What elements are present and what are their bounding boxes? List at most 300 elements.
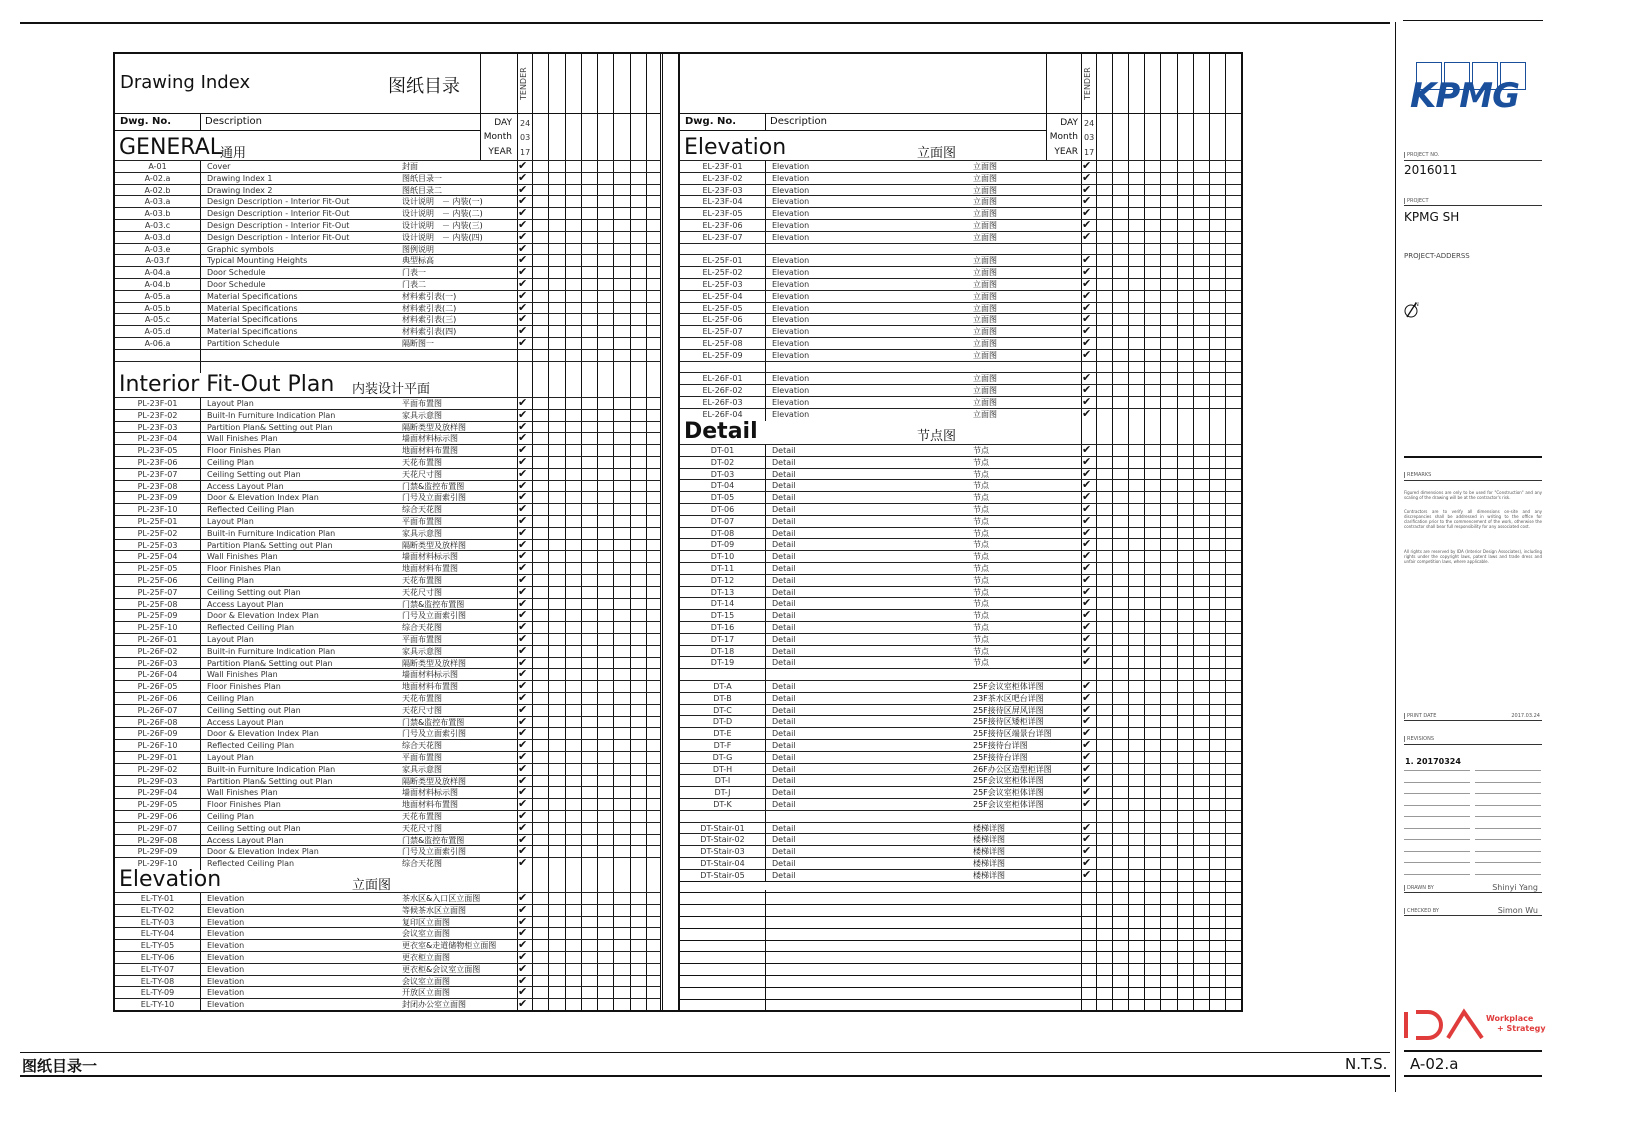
dwg-number: EL-23F-05 [702,209,743,219]
description: Access Layout Plan [207,835,284,845]
description: Elevation [772,339,810,348]
description: Material Specifications [207,291,298,301]
check-mark-icon: ✔ [1082,502,1092,515]
revision-line [1475,828,1541,829]
check-mark-icon: ✔ [518,691,528,704]
description: Detail [772,599,796,609]
index-row [115,550,660,562]
description: Layout Plan [207,635,254,644]
check-mark-icon: ✔ [1082,466,1092,480]
dwg-number: DT-01 [710,446,735,455]
dwg-number: PL-26F-06 [137,694,178,703]
description: Elevation [772,374,810,384]
index-row [115,786,660,798]
sheet-footer-title: 图纸目录一 [22,1057,98,1075]
check-mark-icon: ✔ [1082,785,1092,799]
dwg-number: DT-J [714,788,731,798]
description-cn: 平面布置图 [402,635,442,644]
dwg-number: PL-25F-01 [137,517,178,526]
section-title: Interior Fit-Out Plan [119,372,335,397]
check-mark-icon: ✔ [518,914,528,928]
index-row [115,219,660,231]
index-row [115,207,660,219]
index-row [115,892,660,904]
check-mark-icon: ✔ [518,844,528,858]
check-mark-icon: ✔ [518,312,528,326]
description-cn: 图纸目录二 [402,185,442,195]
check-mark-icon: ✔ [1082,596,1092,610]
dwg-number: PL-23F-03 [137,422,178,432]
north-arrow-icon [1404,300,1420,316]
check-mark-icon: ✔ [1082,454,1092,468]
index-row [680,444,1241,456]
dwg-number: DT-Stair-02 [700,835,745,845]
description-cn: 封闭办公室立面图 [402,1000,466,1010]
check-mark-icon: ✔ [518,596,528,610]
description: Detail [772,729,796,739]
description-cn: 地面材料布置图 [402,800,458,810]
check-mark-icon: ✔ [518,797,528,811]
dwg-number: A-03.d [144,232,171,242]
check-mark-icon: ✔ [1082,383,1092,397]
check-mark-icon: ✔ [518,277,528,290]
dwg-number: A-05.c [144,315,171,325]
description: Detail [772,859,796,868]
description: Design Description - Interior Fit-Out [207,232,350,242]
description-cn: 隔断类型及放样图 [402,776,466,786]
check-mark-icon: ✔ [518,832,528,846]
description-cn: 门禁&监控布置图 [402,481,465,491]
dwg-number: EL-TY-08 [140,976,175,986]
description-cn: 天花尺寸图 [402,469,442,479]
section-title: Elevation [684,135,787,160]
index-title: Drawing Index [120,72,251,93]
description: Elevation [207,905,245,915]
dwg-number: PL-26F-01 [137,635,178,644]
index-row [680,491,1241,503]
description-cn: 立面图 [973,291,997,301]
description-cn: 立面图 [973,374,997,384]
dwg-number: DT-05 [710,493,735,503]
tb-line [1404,744,1542,745]
description: Reflected Ceiling Plan [207,623,295,633]
dwg-number: PL-26F-08 [137,717,178,727]
dwg-number: PL-23F-06 [137,458,178,467]
description-cn: 立面图 [973,256,997,266]
description-cn: 材料索引表(四) [402,327,457,337]
index-row [115,254,660,266]
description-cn: 25F接待区端景台详图 [973,729,1052,739]
tb-top-line [1403,20,1543,21]
dwg-number: EL-TY-06 [140,953,175,962]
description: Reflected Ceiling Plan [207,859,295,869]
check-mark-icon: ✔ [1082,761,1092,775]
description: Elevation [772,315,810,325]
revision-line [1404,782,1470,783]
index-row [680,574,1241,586]
check-mark-icon: ✔ [518,950,528,963]
check-mark-icon: ✔ [518,407,528,421]
description: Built-in Furniture Indication Plan [207,764,336,774]
check-mark-icon: ✔ [518,891,528,904]
description-cn: 家具示意图 [402,410,442,420]
dwg-number: PL-25F-05 [137,564,178,574]
check-mark-icon: ✔ [1082,229,1092,243]
description: Partition Plan& Setting out Plan [207,776,333,786]
description: Elevation [207,894,245,903]
check-mark-icon: ✔ [1082,738,1092,751]
check-mark-icon: ✔ [518,443,528,457]
index-row [115,160,660,172]
description-cn: 立面图 [973,232,997,242]
index-row [115,609,660,621]
row-divider [765,409,766,421]
description: Detail [772,481,796,491]
description-cn: 隔断类型及放样图 [402,658,466,668]
check-mark-icon: ✔ [518,702,528,716]
tb-line [1404,1075,1542,1077]
description-cn: 天花尺寸图 [402,705,442,715]
description: Elevation [772,386,810,396]
firm-tagline-1: Workplace [1486,1014,1534,1023]
title-block-divider [1395,22,1396,1092]
description-cn: 平面布置图 [402,753,442,762]
dwg-number: DT-02 [710,457,735,467]
index-row [115,574,660,586]
index-row [680,266,1241,278]
index-row [115,680,660,692]
dwg-number: EL-25F-06 [702,315,743,325]
col-header-divider [200,113,201,130]
description: Detail [772,741,796,750]
check-mark-icon: ✔ [1082,584,1092,598]
index-row [680,869,1241,881]
dwg-number: DT-19 [710,658,735,668]
check-mark-icon: ✔ [1082,525,1092,539]
dwg-number: EL-23F-04 [702,197,743,207]
sheet-bottom-border [20,1075,1390,1077]
description-cn: 复印区立面图 [402,917,450,927]
description-cn: 隔断类型及放样图 [402,540,466,550]
check-mark-icon: ✔ [518,182,528,196]
check-mark-icon: ✔ [518,300,528,314]
dwg-number: EL-TY-01 [140,894,175,903]
check-mark-icon: ✔ [518,396,528,409]
month-label: Month [483,132,512,142]
check-mark-icon: ✔ [518,455,528,468]
index-row [115,822,660,834]
description-cn: 节点 [973,552,989,562]
index-row [115,480,660,492]
tender-year: 17 [1084,148,1095,157]
check-mark-icon: ✔ [518,961,528,975]
description: Detail [772,575,796,585]
index-row [680,680,1241,692]
index-row [680,586,1241,598]
section-title: Detail [684,419,758,444]
description: Detail [772,717,796,727]
check-mark-icon: ✔ [518,714,528,728]
description: Elevation [772,398,810,407]
description: Elevation [772,409,810,419]
check-mark-icon: ✔ [1082,797,1092,810]
tb-line [1404,915,1542,916]
description: Ceiling Plan [207,812,254,821]
check-mark-icon: ✔ [1082,537,1092,551]
description: Door Schedule [207,268,266,278]
col-header-dwg-no: Dwg. No. [120,116,172,127]
index-row [115,751,660,763]
col-header-dwg-no: Dwg. No. [685,116,737,127]
description-cn: 地面材料布置图 [402,682,458,692]
dwg-number: DT-Stair-05 [700,870,745,880]
dwg-number: A-04.b [144,280,171,289]
index-row [115,975,660,987]
index-row [680,396,1241,408]
section-title-cn: 内装设计平面 [352,382,431,397]
description: Built-in Furniture Indication Plan [207,528,336,538]
description-cn: 立面图 [973,315,997,325]
index-row [680,313,1241,325]
check-mark-icon: ✔ [518,253,528,267]
description: Detail [772,800,796,809]
description: Floor Finishes Plan [207,446,281,456]
tb-line [1404,480,1542,481]
dwg-number: A-02.b [144,185,171,195]
empty-row-divider [765,890,766,1010]
dwg-number: EL-25F-05 [702,303,743,313]
firm-tagline-2: + Strategy [1497,1024,1546,1033]
index-row [680,503,1241,515]
description-cn: 立面图 [973,209,997,219]
dwg-number: DT-06 [710,505,735,514]
dwg-number: EL-TY-03 [140,917,175,927]
description-cn: 综合天花图 [402,623,442,633]
revisions-label: REVISIONS [1404,736,1434,742]
description-cn: 封面 [402,162,418,171]
description: Elevation [772,303,810,313]
description: Door Schedule [207,280,266,289]
description: Elevation [772,162,810,171]
dwg-number: PL-26F-10 [137,741,178,751]
description: Partition Plan& Setting out Plan [207,658,333,668]
description: Elevation [207,988,245,998]
index-row [680,538,1241,550]
revision-line [1475,770,1541,771]
index-row [115,939,660,951]
index-row [680,633,1241,645]
description-cn: 立面图 [973,173,997,183]
col-header-divider [765,113,766,130]
dwg-number: EL-TY-02 [140,905,175,915]
index-title-cn: 图纸目录 [388,76,460,97]
dwg-number: EL-TY-09 [140,988,175,998]
tb-line [1404,892,1542,893]
dwg-number: DT-Stair-01 [700,823,745,833]
description-cn: 家具示意图 [402,646,442,656]
description: Floor Finishes Plan [207,800,281,810]
description: Partition Plan& Setting out Plan [207,422,333,432]
description-cn: 墙面材料标示图 [402,670,458,680]
description-cn: 立面图 [973,339,997,348]
check-mark-icon: ✔ [518,573,528,586]
index-row [115,810,660,822]
description: Detail [772,528,796,538]
check-mark-icon: ✔ [518,926,528,940]
tender-label: TENDER [519,67,528,100]
index-row [115,692,660,704]
index-row [680,278,1241,290]
description: Door & Elevation Index Plan [207,729,319,739]
dwg-number: EL-23F-01 [702,162,743,171]
drawn-by: Shinyi Yang [1492,883,1538,892]
dwg-number: PL-23F-01 [137,399,178,408]
description-cn: 节点 [973,587,989,597]
index-row [115,986,660,998]
index-row [115,527,660,539]
description: Elevation [772,280,810,289]
revision-line [1475,805,1541,806]
check-mark-icon: ✔ [1082,856,1092,869]
description: Graphic symbols [207,244,274,254]
check-mark-icon: ✔ [518,667,528,681]
index-row [680,479,1241,491]
description: Design Description - Interior Fit-Out [207,197,350,207]
description-cn: 楼梯详图 [973,823,1005,833]
description: Elevation [772,185,810,195]
index-row [115,916,660,928]
description: Detail [772,682,796,691]
check-mark-icon: ✔ [1082,714,1092,728]
check-mark-icon: ✔ [1082,702,1092,716]
revision-line [1475,816,1541,817]
print-date: 2017.03.24 [1511,713,1540,719]
dwg-number: DT-Stair-03 [700,847,745,857]
check-mark-icon: ✔ [1082,406,1092,420]
dwg-number: EL-25F-04 [702,291,743,301]
index-row [680,195,1241,207]
check-mark-icon: ✔ [518,997,528,1011]
check-mark-icon: ✔ [518,985,528,999]
description-cn: 楼梯详图 [973,847,1005,857]
dwg-number: DT-15 [710,611,735,621]
index-row [115,586,660,598]
panel-divider [660,52,661,1010]
description: Reflected Ceiling Plan [207,741,295,751]
description-cn: 立面图 [973,327,997,337]
check-mark-icon: ✔ [518,655,528,669]
dwg-number: PL-29F-03 [137,776,178,786]
description-cn: 门禁&监控布置图 [402,835,465,845]
description-cn: 25F接待区屏风详图 [973,705,1044,715]
description-cn: 立面图 [973,409,997,419]
header-divider [115,113,480,114]
description: Detail [772,540,796,550]
check-mark-icon: ✔ [1082,690,1092,704]
description: Elevation [772,327,810,337]
index-row [115,491,660,503]
revision-line [1404,816,1470,817]
revision-line [1475,782,1541,783]
tender-day: 24 [1084,119,1095,128]
col-header-description: Description [205,116,262,127]
description: Ceiling Setting out Plan [207,705,301,715]
description-cn: 设计说明 － 内装(一) [402,197,483,207]
check-mark-icon: ✔ [1082,324,1092,338]
index-row [680,621,1241,633]
check-mark-icon: ✔ [518,549,528,563]
section-title-cn: 立面图 [352,878,392,893]
check-mark-icon: ✔ [518,761,528,775]
description: Detail [772,505,796,514]
index-row [680,160,1241,172]
dwg-number: EL-TY-05 [140,941,175,951]
check-mark-icon: ✔ [518,218,528,231]
description: Ceiling Setting out Plan [207,823,301,833]
description: Elevation [207,976,245,986]
check-mark-icon: ✔ [1082,679,1092,692]
dwg-number: PL-29F-05 [137,800,178,810]
description-cn: 材料索引表(二) [402,303,457,313]
check-mark-icon: ✔ [1082,182,1092,196]
revision-col-line [1241,52,1242,1010]
description-cn: 节点 [973,646,989,656]
dwg-number: A-01 [148,162,167,171]
description: Elevation [772,350,810,360]
dwg-number: PL-23F-02 [137,410,178,420]
index-row [680,845,1241,857]
check-mark-icon: ✔ [518,584,528,598]
description-cn: 平面布置图 [402,399,442,408]
dwg-number: PL-29F-02 [137,764,178,774]
description: Reflected Ceiling Plan [207,505,295,515]
description-cn: 立面图 [973,398,997,407]
description-cn: 门号及立面索引图 [402,611,466,621]
check-mark-icon: ✔ [1082,773,1092,787]
dwg-number: PL-23F-07 [137,469,178,479]
description-cn: 隔断类型及放样图 [402,422,466,432]
dwg-number: DT-16 [710,623,735,632]
description: Drawing Index 1 [207,173,273,183]
index-row [680,172,1241,184]
remarks-label: REMARKS [1404,472,1431,478]
description-cn: 立面图 [973,221,997,230]
index-row [115,361,660,373]
check-mark-icon: ✔ [518,241,528,255]
description-cn: 综合天花图 [402,505,442,515]
index-row [680,207,1241,219]
description-cn: 平面布置图 [402,517,442,526]
description: Elevation [772,221,810,230]
checked-by: Simon Wu [1497,906,1538,915]
dwg-number: PL-29F-01 [137,753,178,762]
index-row [115,337,660,349]
index-row [680,384,1241,396]
revision-col-line [662,52,663,1010]
check-mark-icon: ✔ [518,785,528,799]
header-divider [480,113,660,114]
check-mark-icon: ✔ [518,194,528,208]
index-row [115,503,660,515]
description: Elevation [207,941,245,951]
index-row [680,692,1241,704]
year-label: YEAR [1054,147,1078,157]
description: Drawing Index 2 [207,185,273,195]
index-row [680,763,1241,775]
check-mark-icon: ✔ [1082,549,1092,563]
description-cn: 门禁&监控布置图 [402,599,465,609]
index-row [680,609,1241,621]
